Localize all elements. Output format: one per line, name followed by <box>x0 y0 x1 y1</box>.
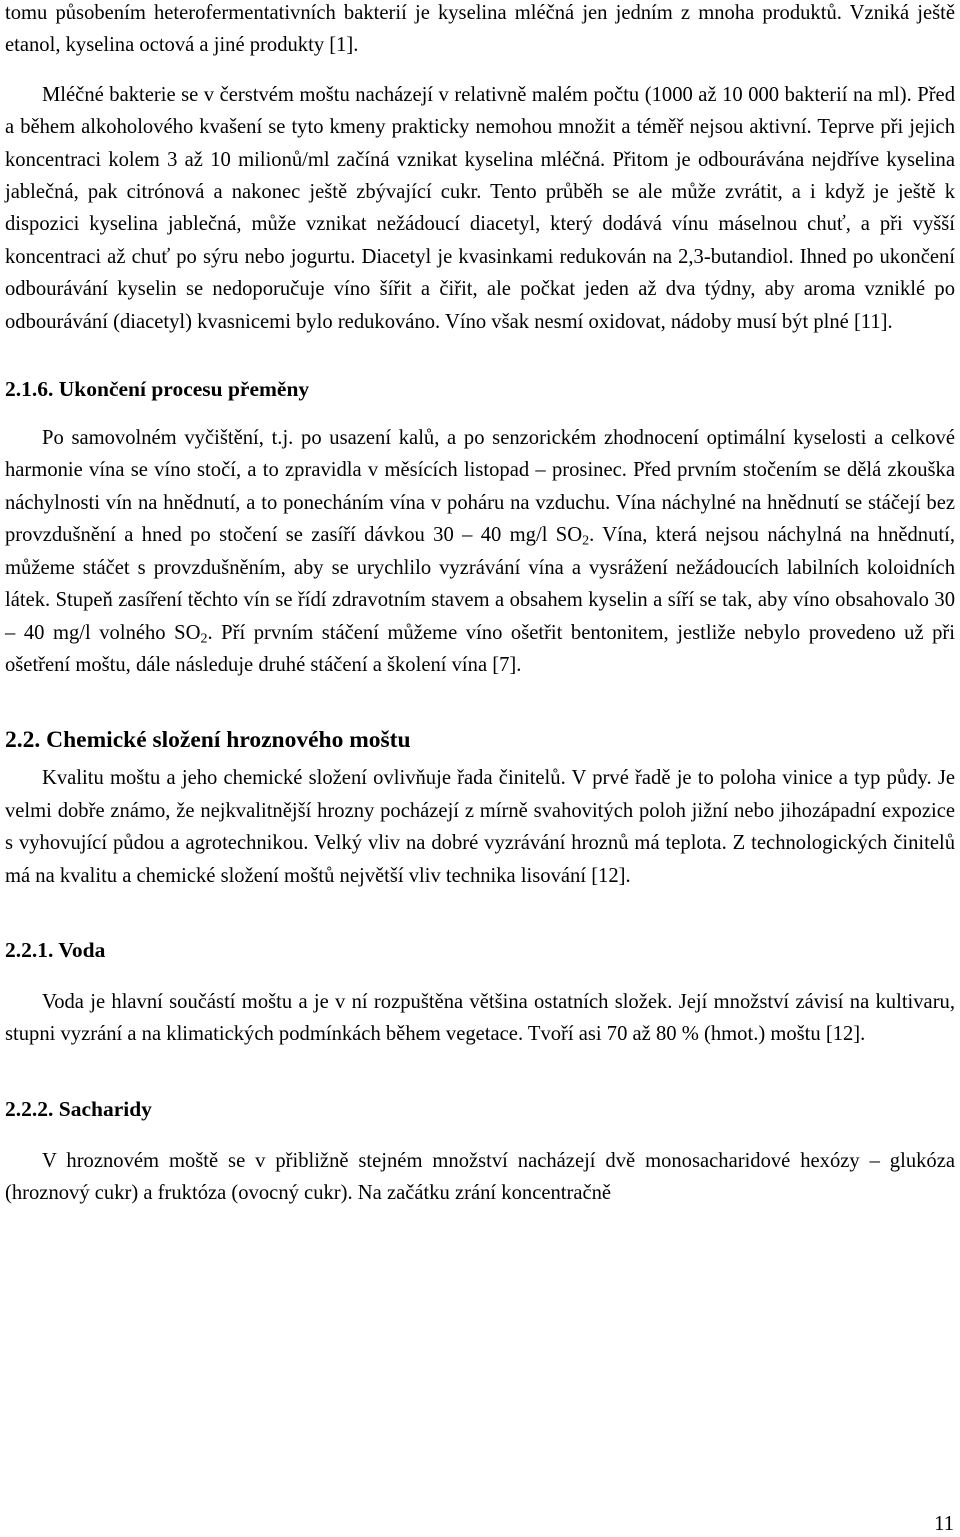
section-heading-2-2-1: 2.2.1. Voda <box>5 937 106 962</box>
section-heading-2-2: 2.2. Chemické složení hroznového moštu <box>5 727 411 754</box>
text-run: . Pří prvním stáčení můžeme víno ošetřit bentonitem, jestliže nebylo provedeno už při ošetření moštu, dále následuje druhé stáčení a školení vína [7]. <box>5 621 955 676</box>
section-heading-2-2-2: 2.2.2. Sacharidy <box>5 1096 152 1121</box>
section-heading-2-1-6: 2.1.6. Ukončení procesu přeměny <box>5 377 310 402</box>
section-2-2-paragraph: Kvalitu moštu a jeho chemické složení ovlivňuje řada činitelů. V prvé řadě je to poloha vinice a typ půdy. Je velmi dobře známo, že nejkvalitnější hrozny pocházejí z mírně svahovitých poloh jižní nebo jihozápadní expozice s vyhovující půdou a agrotechnikou. Velký vliv na dobré vyzrávání hroznů má teplota. Z technologických činitelů má na kvalitu a chemické složení moštů největší vliv technika lisování [12]. <box>5 767 955 887</box>
text-run: Po samovolném vyčištění, t.j. po usazení kalů, a po senzorickém zhodnocení optimální kyselosti a celkové harmonie vína se víno stočí, a to zpravidla v měsících listopad – prosinec. Před prvním stočením se dělá zkouška náchylnosti vín na hnědnutí, a to ponecháním vína v poháru na vzduchu. Vína náchylné na hnědnutí se stáčejí bez provzdušnění a hned po stočení se zasíří dávkou 30 – 40 mg/l SO <box>5 427 955 547</box>
document-page <box>5 0 955 1210</box>
section-2-2-1-paragraph: Voda je hlavní součástí moštu a je v ní rozpuštěna většina ostatních složek. Její množství závisí na kultivaru, stupni vyzrání a na klimatických podmínkách během vegetace. Tvoří asi 70 až 80 % (hmot.) moštu [12]. <box>5 990 955 1046</box>
intro-paragraph-lactic-bacteria: Mléčné bakterie se v čerstvém moštu nacházejí v relativně malém počtu (1000 až 10 000 bakterií na ml). Před a během alkoholového kvašení se tyto kmeny prakticky nemohou množit a téměř nejsou aktivní. Teprve při jejich koncentraci kolem 3 až 10 milionů/ml začíná vznikat kyselina mléčná. Přitom je odbourávána nejdříve kyselina jablečná, pak citrónová a nakonec ještě zbývající cukr. Tento průběh se ale může zvrátit, a i když je ještě k dispozici kyselina jablečná, může vznikat nežádoucí diacetyl, který dodává vínu máselnou chuť, a při vyšší koncentraci až chuť po sýru nebo jogurtu. Diacetyl je kvasinkami redukován na 2,3-butandiol. Ihned po ukončení odbourávání kyselin se nedoporučuje víno šířit a čiřit, ale počkat jeden až dva týdny, aby aroma vzniklé po odbourávání (diacetyl) kvasnicemi bylo redukováno. Víno však nesmí oxidovat, nádoby musí být plné [11]. <box>5 83 955 333</box>
subscript-2: 2 <box>200 631 208 646</box>
text-run: . Vína, která nejsou náchylná na hnědnutí, můžeme stáčet s provzdušněním, aby se urychlilo vyzrávání vína a vysrážení nežádoucích labilních koloidních látek. Stupeň zasíření těchto vín se řídí zdravotním stavem a obsahem kyselin a síří se tak, aby víno obsahovalo 30 – 40 mg/l volného SO <box>5 524 955 644</box>
intro-paragraph-continued: tomu působením heterofermentativních bakterií je kyselina mléčná jen jedním z mnoha produktů. Vzniká ještě etanol, kyselina octová a jiné produkty [1]. <box>5 2 955 57</box>
section-2-2-2-paragraph: V hroznovém moště se v přibližně stejném množství nacházejí dvě monosacharidové hexózy – glukóza (hroznový cukr) a fruktóza (ovocný cukr). Na začátku zrání koncentračně <box>5 1149 955 1205</box>
section-2-1-6-paragraph <box>5 422 955 681</box>
subscript-2: 2 <box>582 533 590 549</box>
page-number: 11 <box>934 1513 954 1535</box>
